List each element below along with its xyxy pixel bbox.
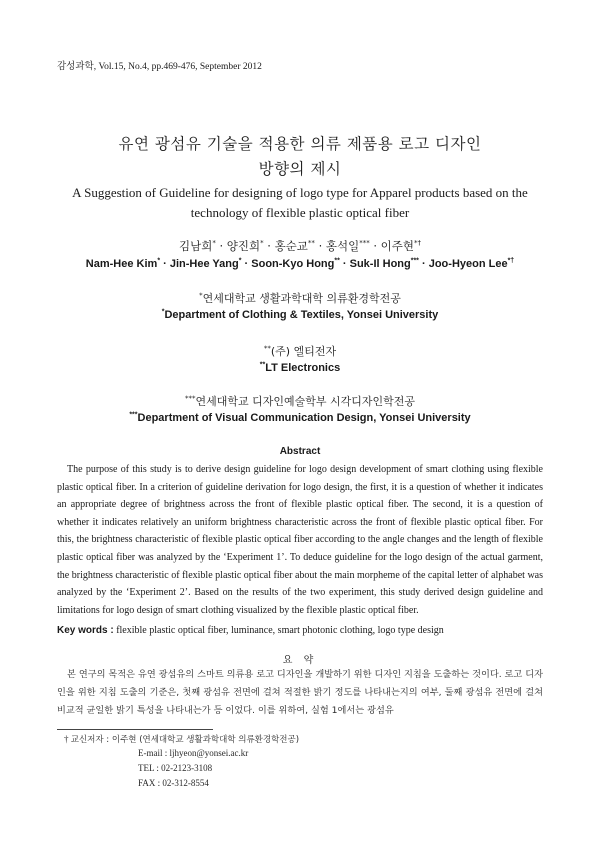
author-separator: · [373, 239, 378, 253]
affiliation-mark: ** [259, 361, 266, 369]
affiliation-2-ko [0, 343, 600, 359]
author-mark: *** [410, 257, 419, 265]
title-en-line1: A Suggestion of Guideline for designing of logo type for Apparel products based on the [72, 185, 528, 200]
author-separator: · [421, 258, 426, 270]
dagger-mark: † [64, 734, 69, 744]
author-ko: 홍순교 [274, 239, 308, 253]
author-mark: * [157, 257, 161, 265]
abstract-body [57, 461, 543, 619]
author-en: Nam-Hee Kim [85, 258, 158, 270]
author-ko: 김남희 [178, 239, 213, 253]
author-ko: 이주현 [380, 239, 414, 253]
author-mark: * [212, 239, 216, 248]
affiliation-mark: * [199, 291, 203, 300]
affiliation-mark: *** [184, 394, 196, 403]
affiliation-2-en [0, 362, 600, 374]
footnote-label: 교신저자 : 이주현 (연세대학교 생활과학대학 의류환경학전공) [70, 735, 300, 745]
author-ko: 양진희 [226, 239, 261, 253]
author-separator: · [219, 239, 224, 253]
author-separator: · [244, 258, 249, 270]
title-ko-line2: 방향의 제시 [258, 160, 342, 178]
author-mark: *† [507, 257, 515, 265]
author-en: Joo-Hyeon Lee [428, 258, 508, 270]
author-mark: * [260, 239, 264, 248]
author-mark: * [238, 257, 242, 265]
footnote-fax: FAX : 02-312-8554 [138, 778, 209, 788]
title-ko-line1: 유연 광섬유 기술을 적용한 의류 제품용 로고 디자인 [118, 135, 482, 153]
author-separator: · [163, 258, 167, 270]
author-en: Jin-Hee Yang [169, 258, 239, 270]
affiliation-3-ko [0, 393, 600, 409]
affiliation-text: (주) 엘티전자 [270, 345, 337, 358]
footnote-email: E-mail : ljhyeon@yonsei.ac.kr [138, 748, 249, 758]
author-separator: · [342, 258, 347, 270]
authors-en [0, 258, 600, 270]
affiliation-text: Department of Visual Communication Design, Yonsei University [137, 412, 471, 424]
author-separator: · [267, 239, 271, 253]
author-en: Soon-Kyo Hong [251, 258, 335, 270]
affiliation-text: 연세대학교 생활과학대학 의류환경학전공 [202, 292, 401, 305]
author-mark: *† [414, 239, 421, 248]
affiliation-text: Department of Clothing & Textiles, Yonsei University [164, 309, 439, 321]
author-mark: *** [359, 239, 370, 248]
affiliation-mark: ** [263, 344, 271, 353]
summary-text: 본 연구의 목적은 유연 광섬유의 스마트 의류용 로고 디자인을 개발하기 위한 디자인 지침을 도출하는 것이다. 로고 디자인을 위한 지침 도출의 기준은, 첫째 광섬유 전면에 걸쳐 적절한 밝기 정도를 나타내는지의 여부, 둘째 광섬유 전면에 걸쳐 비교적 균일한 밝기 특성을 나타내는가 등 이었다. 이를 위하여, 실험 1에서는 광섬유 [57, 669, 543, 716]
keywords [57, 625, 543, 636]
keywords-label: Key words : [57, 625, 114, 636]
footnote-rule [57, 729, 213, 730]
author-separator: · [318, 239, 323, 253]
footnote-corresponding [64, 733, 299, 745]
abstract-heading: Abstract [279, 446, 321, 457]
affiliation-3-en [0, 412, 600, 424]
summary-heading: 요 약 [282, 655, 318, 666]
title-en-line2: technology of flexible plastic optical fiber [190, 205, 410, 220]
affiliation-mark: *** [129, 411, 138, 419]
author-mark: ** [307, 239, 315, 248]
summary-body [57, 666, 543, 720]
author-en: Suk-Il Hong [349, 258, 411, 270]
affiliation-text: 연세대학교 디자인예술학부 시각디자인학전공 [195, 395, 415, 408]
footnote-tel: TEL : 02-2123-3108 [138, 763, 213, 773]
authors-ko [0, 238, 600, 254]
affiliation-text: LT Electronics [265, 362, 341, 374]
author-ko: 홍석일 [325, 239, 360, 253]
keywords-text: flexible plastic optical fiber, luminance, smart photonic clothing, logo type design [116, 625, 444, 636]
affiliation-1-en [0, 309, 600, 321]
affiliation-1-ko [0, 290, 600, 306]
abstract-text: The purpose of this study is to derive design guideline for logo design development of smart clothing using flexible plastic optical fiber. In a criterion of guideline derivation for logo design, the first, it is a question of whether it indicates an appropriate degree of brightness across the front of flexible plastic optical fiber. The second, it is a question of whether it indicates relatively an uniform brightness characteristic across the front of flexible plastic optical fiber. For this, the brightness characteristic of flexible plastic optical fiber according to the angle changes and the length of flexible plastic optical fiber was analyzed by the ‘Experiment 1’. To deduce guideline for the logo design of the actual garment, the brightness characteristic of flexible plastic optical fiber about the main morpheme of the capital letter of alphabet was analyzed by the ‘Experiment 2’. Based on the results of the two experiment, this study derived design guideline and limitations for logo design of smart clothing visualized by the flexible plastic optical fiber. [57, 464, 543, 616]
journal-citation: 감성과학, Vol.15, No.4, pp.469-476, September 2012 [57, 62, 262, 72]
author-mark: ** [334, 257, 340, 265]
affiliation-mark: * [161, 308, 165, 316]
